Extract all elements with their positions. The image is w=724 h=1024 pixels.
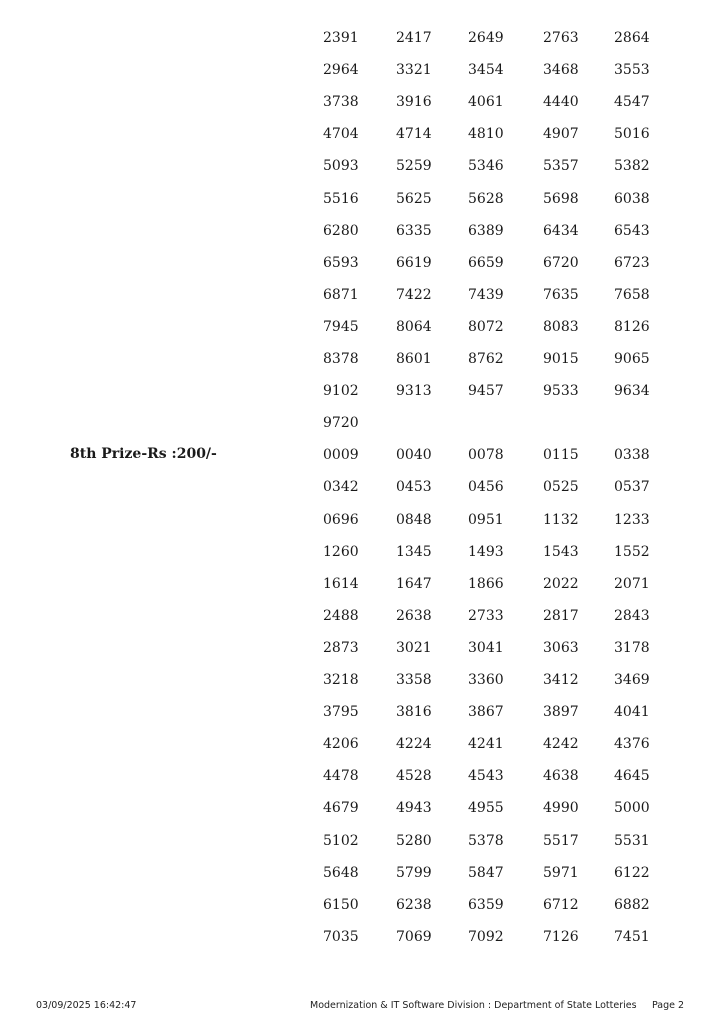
ticket-number: 5971 [543, 865, 579, 881]
previous-prize-row [0, 254, 724, 286]
ticket-number: 6543 [614, 223, 650, 239]
previous-prize-row [0, 61, 724, 93]
ticket-number: 3916 [396, 94, 432, 110]
prize-8-label: 8th Prize-Rs :200/- [70, 446, 217, 462]
previous-prize-row [0, 222, 724, 254]
ticket-number: 5698 [543, 191, 579, 207]
ticket-number: 5531 [614, 833, 650, 849]
ticket-number: 3360 [468, 672, 504, 688]
ticket-number: 3178 [614, 640, 650, 656]
ticket-number: 0078 [468, 447, 504, 463]
ticket-number: 7439 [468, 287, 504, 303]
ticket-number: 0456 [468, 479, 504, 495]
ticket-number: 9457 [468, 383, 504, 399]
ticket-number: 2022 [543, 576, 579, 592]
footer-page-number: Page 2 [652, 1000, 685, 1011]
ticket-number: 4714 [396, 126, 432, 142]
ticket-number: 2638 [396, 608, 432, 624]
ticket-number: 1345 [396, 544, 432, 560]
ticket-number: 4528 [396, 768, 432, 784]
ticket-number: 3468 [543, 62, 579, 78]
ticket-number: 1866 [468, 576, 504, 592]
ticket-number: 0537 [614, 479, 650, 495]
ticket-number: 0848 [396, 512, 432, 528]
ticket-number: 0696 [323, 512, 359, 528]
ticket-number: 1260 [323, 544, 359, 560]
ticket-number: 8378 [323, 351, 359, 367]
ticket-number: 0951 [468, 512, 504, 528]
ticket-number: 0453 [396, 479, 432, 495]
ticket-number: 5799 [396, 865, 432, 881]
ticket-number: 2817 [543, 608, 579, 624]
previous-prize-row [0, 414, 724, 446]
ticket-number: 2417 [396, 30, 432, 46]
ticket-number: 5093 [323, 158, 359, 174]
ticket-number: 4645 [614, 768, 650, 784]
previous-prize-row [0, 350, 724, 382]
ticket-number: 3867 [468, 704, 504, 720]
ticket-number: 5016 [614, 126, 650, 142]
ticket-number: 2391 [323, 30, 359, 46]
ticket-number: 2843 [614, 608, 650, 624]
ticket-number: 3553 [614, 62, 650, 78]
prize-8-row [0, 543, 724, 575]
ticket-number: 3454 [468, 62, 504, 78]
ticket-number: 2071 [614, 576, 650, 592]
ticket-number: 5382 [614, 158, 650, 174]
ticket-number: 4943 [396, 800, 432, 816]
ticket-number: 5628 [468, 191, 504, 207]
ticket-number: 9015 [543, 351, 579, 367]
ticket-number: 2488 [323, 608, 359, 624]
ticket-number: 1233 [614, 512, 650, 528]
prize-8-row [0, 896, 724, 928]
ticket-number: 9634 [614, 383, 650, 399]
footer-datetime: 03/09/2025 16:42:47 [36, 1000, 137, 1011]
ticket-number: 5259 [396, 158, 432, 174]
ticket-number: 5847 [468, 865, 504, 881]
ticket-number: 5517 [543, 833, 579, 849]
ticket-number: 4376 [614, 736, 650, 752]
ticket-number: 4638 [543, 768, 579, 784]
prize-8-row [0, 478, 724, 510]
ticket-number: 3041 [468, 640, 504, 656]
ticket-number: 5102 [323, 833, 359, 849]
previous-prize-row [0, 125, 724, 157]
ticket-number: 4547 [614, 94, 650, 110]
ticket-number: 7422 [396, 287, 432, 303]
ticket-number: 8064 [396, 319, 432, 335]
ticket-number: 1543 [543, 544, 579, 560]
ticket-number: 3897 [543, 704, 579, 720]
ticket-number: 9533 [543, 383, 579, 399]
ticket-number: 6280 [323, 223, 359, 239]
previous-prize-row [0, 93, 724, 125]
ticket-number: 7092 [468, 929, 504, 945]
ticket-number: 5516 [323, 191, 359, 207]
ticket-number: 7658 [614, 287, 650, 303]
prize-8-row [0, 864, 724, 896]
ticket-number: 5280 [396, 833, 432, 849]
ticket-number: 6389 [468, 223, 504, 239]
ticket-number: 1614 [323, 576, 359, 592]
ticket-number: 4478 [323, 768, 359, 784]
prize-8-row [0, 511, 724, 543]
ticket-number: 0338 [614, 447, 650, 463]
ticket-number: 6619 [396, 255, 432, 271]
ticket-number: 6659 [468, 255, 504, 271]
ticket-number: 4206 [323, 736, 359, 752]
ticket-number: 7635 [543, 287, 579, 303]
ticket-number: 6723 [614, 255, 650, 271]
ticket-number: 4224 [396, 736, 432, 752]
ticket-number: 0525 [543, 479, 579, 495]
ticket-number: 3469 [614, 672, 650, 688]
prize-8-row [0, 703, 724, 735]
ticket-number: 4990 [543, 800, 579, 816]
footer-division: Modernization & IT Software Division : Department of State Lotteries [310, 1000, 637, 1011]
previous-prize-row [0, 286, 724, 318]
ticket-number: 3795 [323, 704, 359, 720]
ticket-number: 4907 [543, 126, 579, 142]
ticket-number: 0009 [323, 447, 359, 463]
ticket-number: 2864 [614, 30, 650, 46]
ticket-number: 6720 [543, 255, 579, 271]
prize-8-row [0, 799, 724, 831]
ticket-number: 7126 [543, 929, 579, 945]
ticket-number: 6359 [468, 897, 504, 913]
ticket-number: 3321 [396, 62, 432, 78]
ticket-number: 5000 [614, 800, 650, 816]
ticket-number: 4543 [468, 768, 504, 784]
ticket-number: 3738 [323, 94, 359, 110]
ticket-number: 8762 [468, 351, 504, 367]
ticket-number: 1493 [468, 544, 504, 560]
ticket-number: 6593 [323, 255, 359, 271]
ticket-number: 5648 [323, 865, 359, 881]
ticket-number: 2649 [468, 30, 504, 46]
ticket-number: 3218 [323, 672, 359, 688]
ticket-number: 4041 [614, 704, 650, 720]
ticket-number: 3358 [396, 672, 432, 688]
prize-8-row [0, 639, 724, 671]
previous-prize-row [0, 29, 724, 61]
ticket-number: 9065 [614, 351, 650, 367]
ticket-number: 6038 [614, 191, 650, 207]
previous-prize-row [0, 382, 724, 414]
previous-prize-row [0, 157, 724, 189]
ticket-number: 4241 [468, 736, 504, 752]
ticket-number: 5346 [468, 158, 504, 174]
ticket-number: 4955 [468, 800, 504, 816]
ticket-number: 6882 [614, 897, 650, 913]
ticket-number: 2733 [468, 608, 504, 624]
ticket-number: 0115 [543, 447, 579, 463]
ticket-number: 5357 [543, 158, 579, 174]
ticket-number: 1552 [614, 544, 650, 560]
ticket-number: 2964 [323, 62, 359, 78]
ticket-number: 4440 [543, 94, 579, 110]
previous-prize-row [0, 318, 724, 350]
ticket-number: 9313 [396, 383, 432, 399]
prize-8-row [0, 671, 724, 703]
ticket-number: 8083 [543, 319, 579, 335]
ticket-number: 9720 [323, 415, 359, 431]
ticket-number: 7451 [614, 929, 650, 945]
ticket-number: 4810 [468, 126, 504, 142]
ticket-number: 4061 [468, 94, 504, 110]
prize-8-row [0, 767, 724, 799]
ticket-number: 6712 [543, 897, 579, 913]
ticket-number: 2873 [323, 640, 359, 656]
prize-8-row [0, 575, 724, 607]
ticket-number: 5625 [396, 191, 432, 207]
ticket-number: 2763 [543, 30, 579, 46]
ticket-number: 3412 [543, 672, 579, 688]
ticket-number: 6150 [323, 897, 359, 913]
ticket-number: 4242 [543, 736, 579, 752]
ticket-number: 0040 [396, 447, 432, 463]
ticket-number: 8601 [396, 351, 432, 367]
ticket-number: 3021 [396, 640, 432, 656]
ticket-number: 7035 [323, 929, 359, 945]
ticket-number: 6335 [396, 223, 432, 239]
ticket-number: 5378 [468, 833, 504, 849]
ticket-number: 1132 [543, 512, 579, 528]
previous-prize-row [0, 190, 724, 222]
ticket-number: 9102 [323, 383, 359, 399]
ticket-number: 7945 [323, 319, 359, 335]
ticket-number: 4679 [323, 800, 359, 816]
ticket-number: 4704 [323, 126, 359, 142]
prize-8-row [0, 607, 724, 639]
ticket-number: 8072 [468, 319, 504, 335]
ticket-number: 6434 [543, 223, 579, 239]
ticket-number: 3063 [543, 640, 579, 656]
ticket-number: 8126 [614, 319, 650, 335]
ticket-number: 0342 [323, 479, 359, 495]
prize-8-row [0, 928, 724, 960]
ticket-number: 6122 [614, 865, 650, 881]
ticket-number: 6238 [396, 897, 432, 913]
ticket-number: 3816 [396, 704, 432, 720]
prize-8-row [0, 832, 724, 864]
ticket-number: 7069 [396, 929, 432, 945]
ticket-number: 1647 [396, 576, 432, 592]
ticket-number: 6871 [323, 287, 359, 303]
prize-8-row [0, 735, 724, 767]
